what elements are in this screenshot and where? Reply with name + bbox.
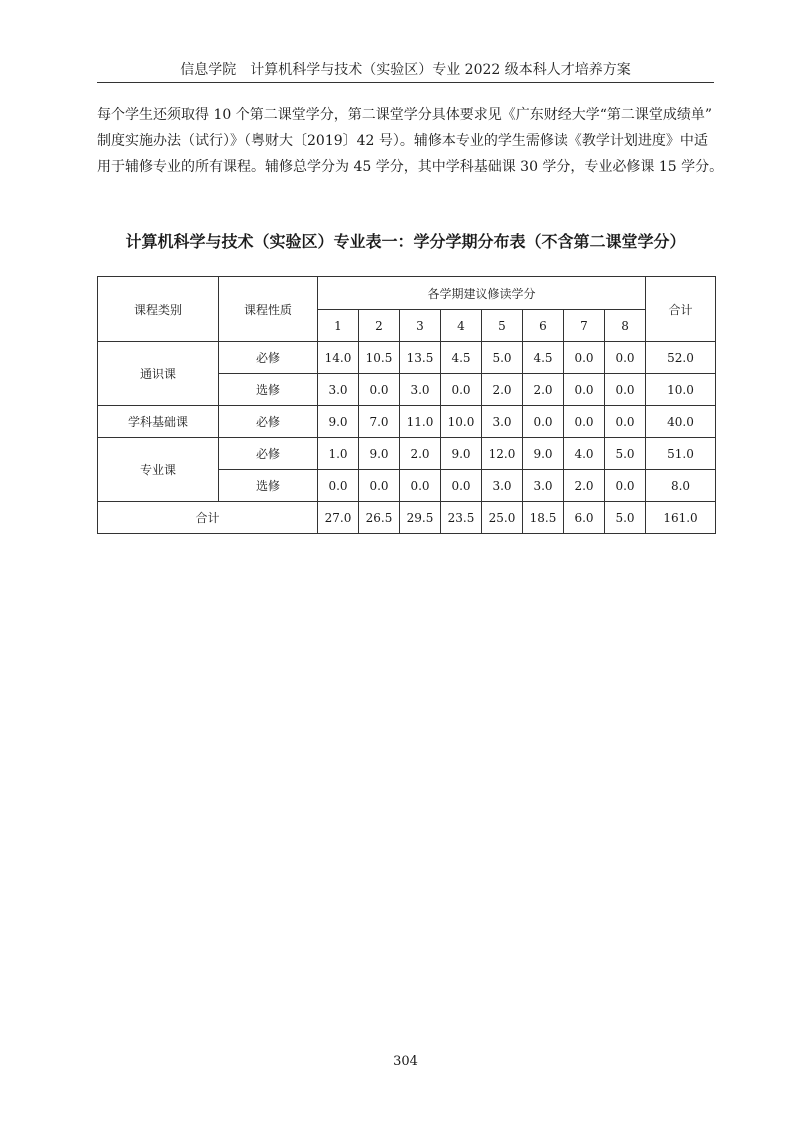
nature-cell: 必修	[219, 342, 318, 374]
credit-cell: 12.0	[482, 438, 523, 470]
credit-cell: 0.0	[564, 406, 605, 438]
header-semesters-group: 各学期建议修读学分	[318, 277, 646, 310]
credit-cell: 9.0	[359, 438, 400, 470]
credit-cell: 2.0	[523, 374, 564, 406]
category-cell: 专业课	[98, 438, 219, 502]
credit-cell: 0.0	[564, 342, 605, 374]
credit-cell: 0.0	[605, 406, 646, 438]
page-number: 304	[393, 1054, 418, 1069]
credit-cell: 4.5	[441, 342, 482, 374]
header-semester: 1	[318, 310, 359, 342]
table-row	[98, 438, 716, 470]
paragraph-line: 每个学生还须取得 10 个第二课堂学分，第二课堂学分具体要求见《广东财经大学“第二课堂成绩单”	[97, 107, 713, 123]
row-total-cell: 8.0	[646, 470, 716, 502]
credit-cell: 2.0	[400, 438, 441, 470]
credit-cell: 1.0	[318, 438, 359, 470]
credit-cell: 9.0	[318, 406, 359, 438]
credit-cell: 9.0	[523, 438, 564, 470]
credit-cell: 14.0	[318, 342, 359, 374]
credit-cell: 0.0	[605, 342, 646, 374]
credit-cell: 13.5	[400, 342, 441, 374]
paragraph-line: 制度实施办法（试行）》（粤财大〔2019〕42 号）。辅修本专业的学生需修读《教学计划进度》中适	[97, 133, 708, 149]
header-semester: 8	[605, 310, 646, 342]
credit-cell: 3.0	[523, 470, 564, 502]
credit-cell: 4.0	[564, 438, 605, 470]
credit-cell: 3.0	[318, 374, 359, 406]
total-credit-cell: 27.0	[318, 502, 359, 534]
row-total-cell: 40.0	[646, 406, 716, 438]
nature-cell: 必修	[219, 406, 318, 438]
header-rule	[97, 82, 714, 83]
credit-cell: 0.0	[605, 374, 646, 406]
running-header: 信息学院 计算机科学与技术（实验区）专业 2022 级本科人才培养方案	[180, 62, 631, 78]
credit-cell: 3.0	[482, 406, 523, 438]
credit-cell: 0.0	[441, 374, 482, 406]
row-total-cell: 51.0	[646, 438, 716, 470]
total-credit-cell: 6.0	[564, 502, 605, 534]
paragraph-line: 用于辅修专业的所有课程。辅修总学分为 45 学分，其中学科基础课 30 学分，专业必修课 15 学分。	[97, 159, 724, 175]
header-semester: 3	[400, 310, 441, 342]
credit-cell: 0.0	[359, 374, 400, 406]
total-credit-cell: 23.5	[441, 502, 482, 534]
credit-cell: 2.0	[482, 374, 523, 406]
nature-cell: 选修	[219, 470, 318, 502]
total-label-cell: 合计	[98, 502, 318, 534]
credit-distribution-table	[97, 276, 716, 534]
total-credit-cell: 29.5	[400, 502, 441, 534]
total-credit-cell: 26.5	[359, 502, 400, 534]
credit-cell: 5.0	[605, 438, 646, 470]
credit-cell: 10.5	[359, 342, 400, 374]
table-row	[98, 342, 716, 374]
credit-cell: 0.0	[523, 406, 564, 438]
body-paragraph	[97, 102, 724, 180]
header-nature: 课程性质	[219, 277, 318, 342]
credit-cell: 10.0	[441, 406, 482, 438]
header-semester: 5	[482, 310, 523, 342]
row-total-cell: 10.0	[646, 374, 716, 406]
total-credit-cell: 18.5	[523, 502, 564, 534]
credit-cell: 0.0	[400, 470, 441, 502]
nature-cell: 必修	[219, 438, 318, 470]
credit-cell: 9.0	[441, 438, 482, 470]
header-semester: 2	[359, 310, 400, 342]
credit-cell: 7.0	[359, 406, 400, 438]
credit-cell: 3.0	[400, 374, 441, 406]
credit-cell: 5.0	[482, 342, 523, 374]
table-total-row	[98, 502, 716, 534]
header-semester: 7	[564, 310, 605, 342]
header-category: 课程类别	[98, 277, 219, 342]
credit-cell: 4.5	[523, 342, 564, 374]
credit-cell: 0.0	[359, 470, 400, 502]
nature-cell: 选修	[219, 374, 318, 406]
grand-total-cell: 161.0	[646, 502, 716, 534]
header-semester: 6	[523, 310, 564, 342]
header-total: 合计	[646, 277, 716, 342]
credit-cell: 0.0	[318, 470, 359, 502]
credit-cell: 11.0	[400, 406, 441, 438]
credit-cell: 3.0	[482, 470, 523, 502]
total-credit-cell: 25.0	[482, 502, 523, 534]
table-row	[98, 406, 716, 438]
category-cell: 学科基础课	[98, 406, 219, 438]
credit-cell: 0.0	[564, 374, 605, 406]
category-cell: 通识课	[98, 342, 219, 406]
header-semester: 4	[441, 310, 482, 342]
credit-cell: 0.0	[441, 470, 482, 502]
row-total-cell: 52.0	[646, 342, 716, 374]
credit-cell: 0.0	[605, 470, 646, 502]
credit-cell: 2.0	[564, 470, 605, 502]
total-credit-cell: 5.0	[605, 502, 646, 534]
table-title: 计算机科学与技术（实验区）专业表一：学分学期分布表（不含第二课堂学分）	[125, 232, 686, 251]
